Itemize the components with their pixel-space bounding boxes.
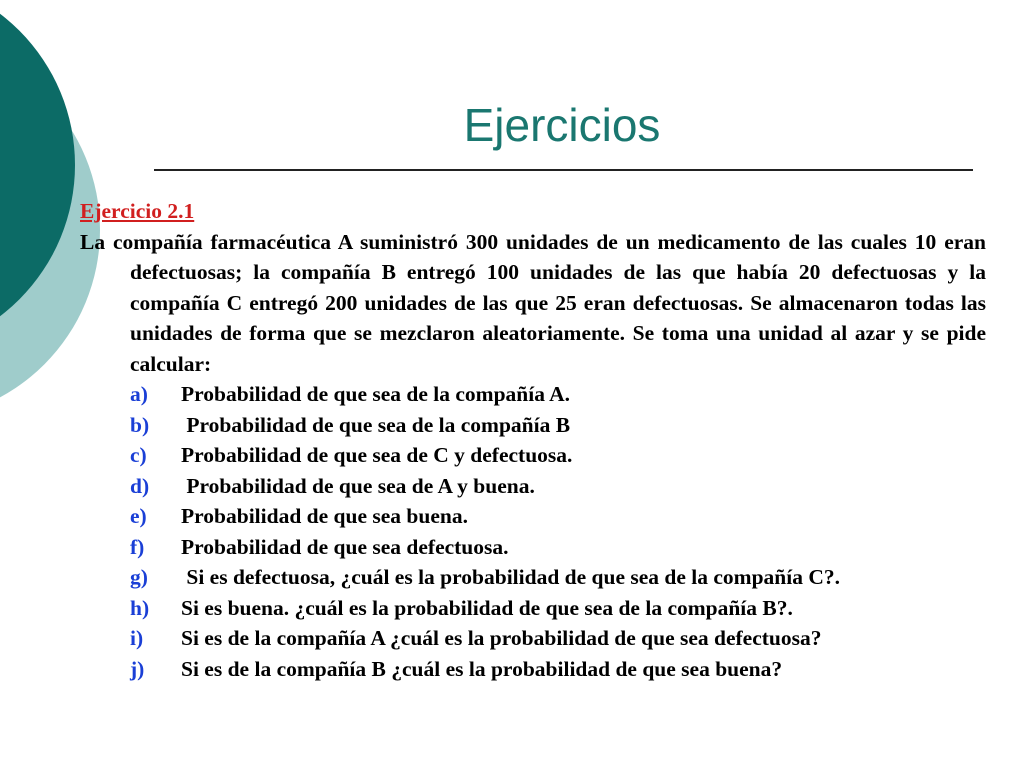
item-text: Probabilidad de que sea buena.	[181, 504, 468, 528]
exercise-statement: La compañía farmacéutica A suministró 300 unidades de un medicamento de las cuales 10 eran defectuosas; la compañía B entregó 100 unidades de las que había 20 defectuosas y la compañía C entregó 200 unidades de las que 25 eran defectuosas. Se almacenaron todas las unidades de forma que se mezclaron aleatoriamente. Se toma una unidad al azar y se pide calcular:	[80, 229, 986, 376]
list-item	[130, 440, 986, 471]
item-text: Probabilidad de que sea defectuosa.	[181, 534, 509, 559]
question-list	[80, 379, 986, 684]
item-text: Probabilidad de que sea de A y buena.	[186, 473, 535, 498]
item-text: Si es de la compañía A ¿cuál es la probabilidad de que sea defectuosa?	[181, 626, 822, 650]
item-text: Probabilidad de que sea de la compañía B	[186, 412, 571, 437]
item-marker: f)	[130, 534, 145, 559]
list-item	[130, 532, 986, 563]
list-item	[130, 379, 986, 410]
item-marker: a)	[130, 382, 148, 406]
item-marker: h)	[130, 595, 150, 620]
slide-title: Ejercicios	[463, 99, 661, 151]
item-text: Probabilidad de que sea de la compañía A.	[181, 382, 571, 406]
exercise-heading: Ejercicio 2.1	[80, 199, 195, 223]
item-marker: g)	[130, 565, 148, 589]
list-item	[130, 410, 986, 441]
item-marker: j)	[130, 656, 145, 681]
item-marker: b)	[130, 412, 150, 437]
item-marker: i)	[130, 626, 144, 650]
list-item	[130, 471, 986, 502]
list-item	[130, 501, 986, 532]
item-text: Si es buena. ¿cuál es la probabilidad de que sea de la compañía B?.	[181, 595, 793, 620]
item-marker: c)	[130, 443, 147, 467]
title-divider	[154, 169, 973, 171]
item-marker: d)	[130, 473, 150, 498]
item-text: Probabilidad de que sea de C y defectuosa.	[181, 443, 573, 467]
exercise-content	[80, 196, 986, 684]
item-text: Si es de la compañía B ¿cuál es la probabilidad de que sea buena?	[181, 656, 783, 681]
item-text: Si es defectuosa, ¿cuál es la probabilidad de que sea de la compañía C?.	[186, 565, 840, 589]
list-item	[130, 654, 986, 685]
item-marker: e)	[130, 504, 147, 528]
list-item	[130, 623, 986, 654]
list-item	[130, 562, 986, 593]
list-item	[130, 593, 986, 624]
